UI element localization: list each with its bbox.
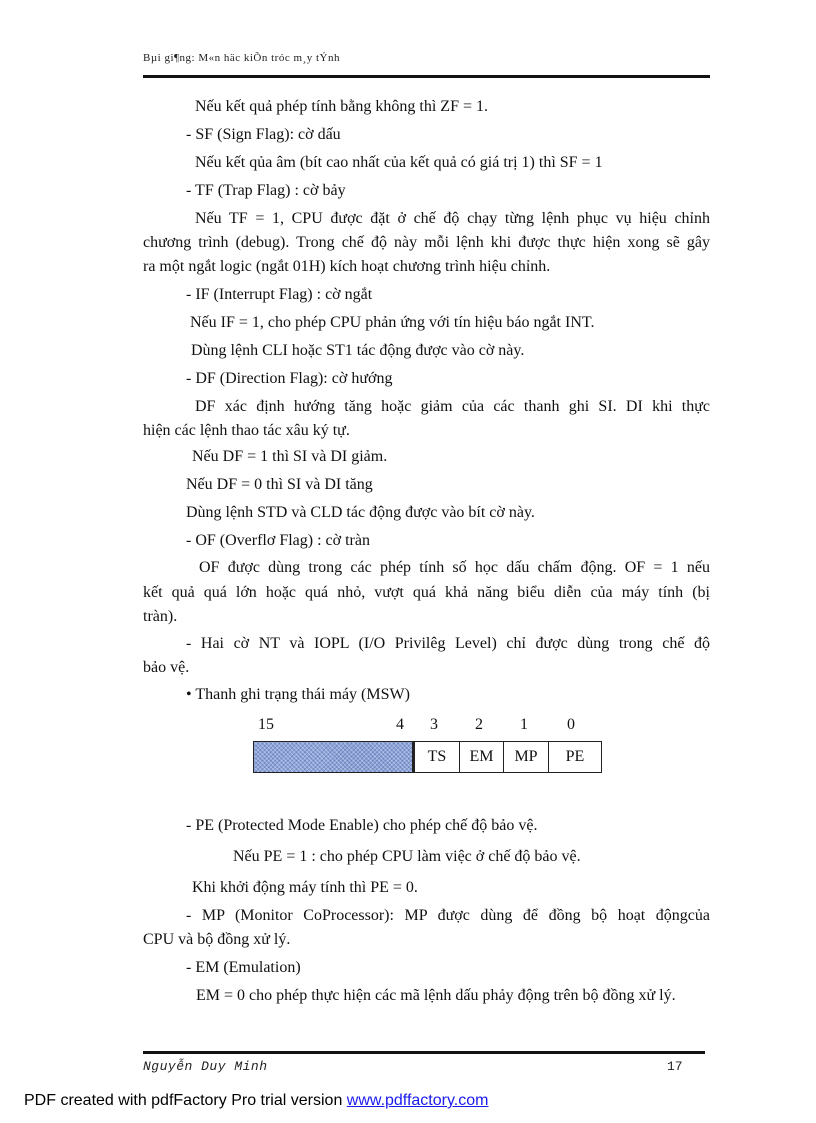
- pdf-watermark-banner: [24, 1092, 488, 1110]
- bit-number: 4: [396, 716, 404, 733]
- pdf-banner-text: PDF created with pdfFactory Pro trial version: [24, 1092, 347, 1109]
- text-line: Nếu PE = 1 : cho phép CPU làm việc ở chế độ bảo vệ.: [233, 848, 581, 865]
- msw-field-pe: PE: [549, 742, 602, 773]
- page-header-title: Bµi gi¶ng: M«n häc kiÕn tróc m¸y tÝnh: [143, 52, 340, 64]
- text-line: Nếu DF = 0 thì SI và DI tăng: [186, 476, 373, 493]
- text-line: CPU và bộ đồng xử lý.: [143, 931, 291, 948]
- text-line: - DF (Direction Flag): cờ hướng: [186, 370, 393, 387]
- text-line: chương trình (debug). Trong chế độ này mỗi lệnh khi được thực hiện xong sẽ gây: [143, 234, 710, 251]
- text-line: Dùng lệnh STD và CLD tác động được vào bít cờ này.: [186, 504, 535, 521]
- text-line: bảo vệ.: [143, 659, 190, 676]
- msw-register-diagram: [253, 741, 602, 773]
- footer-author: Nguyễn Duy Minh: [143, 1059, 268, 1074]
- text-line: kết quả quá lớn hoặc quá nhỏ, vượt quá khả năng biểu diễn của máy tính (bị: [143, 584, 710, 601]
- text-line: - SF (Sign Flag): cờ dấu: [186, 126, 341, 143]
- text-line: Dùng lệnh CLI hoặc ST1 tác động được vào cờ này.: [191, 342, 525, 359]
- page-number: 17: [667, 1059, 683, 1074]
- msw-field-ts: TS: [414, 742, 460, 773]
- bit-number: 2: [475, 716, 483, 733]
- text-line: Nếu IF = 1, cho phép CPU phản ứng với tín hiệu báo ngắt INT.: [190, 314, 595, 331]
- text-line: - EM (Emulation): [186, 959, 301, 976]
- pdffactory-link[interactable]: www.pdffactory.com: [346, 1092, 489, 1109]
- msw-field-mp: MP: [504, 742, 549, 773]
- bit-number: 3: [430, 716, 438, 733]
- text-line: - PE (Protected Mode Enable) cho phép chế độ bảo vệ.: [186, 817, 538, 834]
- text-line: tràn).: [143, 608, 178, 625]
- text-line: - IF (Interrupt Flag) : cờ ngắt: [186, 286, 373, 303]
- text-line: hiện các lệnh thao tác xâu ký tự.: [143, 422, 350, 439]
- text-line: Nếu kết qủa âm (bít cao nhất của kết quả có giá trị 1) thì SF = 1: [195, 154, 603, 171]
- text-line: Khi khởi động máy tính thì PE = 0.: [192, 879, 418, 896]
- text-line: Nếu TF = 1, CPU được đặt ở chế độ chạy từng lệnh phục vụ hiệu chỉnh: [195, 210, 710, 227]
- header-divider: [143, 75, 710, 78]
- text-line: Nếu DF = 1 thì SI và DI giảm.: [192, 448, 388, 465]
- text-line: - TF (Trap Flag) : cờ bảy: [186, 182, 346, 199]
- msw-field-em: EM: [460, 742, 504, 773]
- msw-heading: • Thanh ghi trạng thái máy (MSW): [186, 686, 410, 703]
- text-line: DF xác định hướng tăng hoặc giảm của các thanh ghi SI. DI khi thực: [195, 398, 710, 415]
- bit-number: 1: [520, 716, 528, 733]
- text-line: ra một ngắt logic (ngắt 01H) kích hoạt chương trình hiệu chỉnh.: [143, 258, 551, 275]
- text-line: OF được dùng trong các phép tính số học dấu chấm động. OF = 1 nếu: [199, 559, 710, 576]
- text-line: - MP (Monitor CoProcessor): MP được dùng để đồng bộ hoạt độngcủa: [186, 907, 710, 924]
- text-line: - Hai cờ NT và IOPL (I/O Privilêg Level) chỉ được dùng trong chế độ: [186, 635, 710, 652]
- text-line: EM = 0 cho phép thực hiện các mã lệnh dấu phảy động trên bộ đồng xử lý.: [196, 987, 676, 1004]
- text-line: Nếu kết quả phép tính bằng không thì ZF = 1.: [195, 98, 488, 115]
- bit-number: 0: [567, 716, 575, 733]
- text-line: - OF (Overflơ Flag) : cờ tràn: [186, 532, 370, 549]
- footer-divider: [143, 1051, 705, 1054]
- reserved-bits-cell: [254, 742, 414, 773]
- bit-number: 15: [258, 716, 274, 733]
